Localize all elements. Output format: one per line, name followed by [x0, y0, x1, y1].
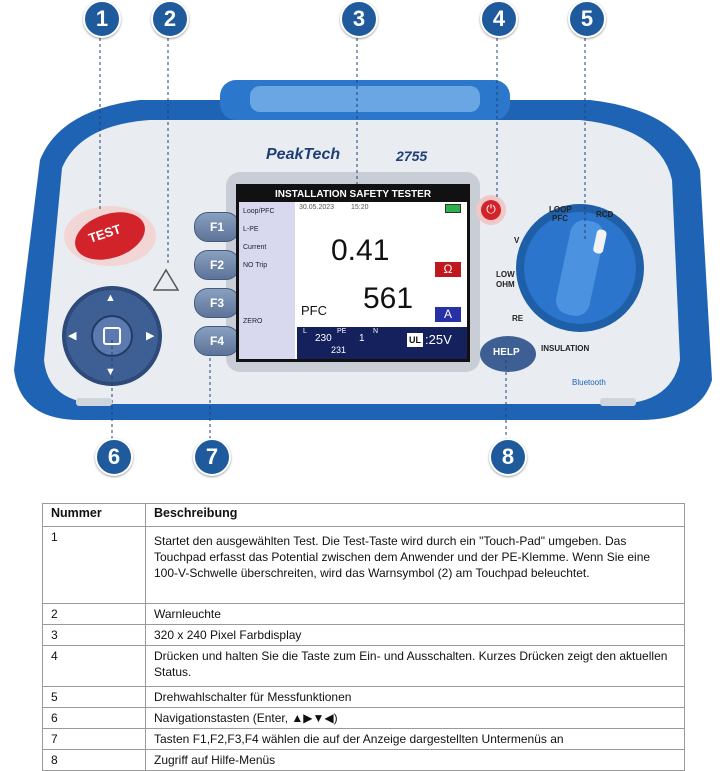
device-display — [236, 184, 470, 362]
f1-button[interactable]: F1 — [194, 212, 240, 242]
side-item-l-pe: L-PE — [243, 226, 259, 233]
table-row — [43, 750, 685, 771]
n-value: 1 — [359, 333, 365, 344]
row-num: 8 — [43, 750, 146, 771]
callout-4: 4 — [480, 0, 518, 38]
side-item-no-trip: NO Trip — [243, 262, 268, 269]
screen-side-menu — [239, 202, 295, 359]
n-label: N — [373, 328, 379, 335]
dial-label-re: RE — [512, 314, 524, 323]
row-desc: Drehwahlschalter für Messfunktionen — [146, 687, 685, 708]
screen-status-bar — [297, 327, 467, 359]
dial-label-v: V — [514, 236, 520, 245]
table-row — [43, 527, 685, 604]
pe-label: PE — [337, 328, 347, 335]
side-item-current: Current — [243, 244, 267, 251]
row-num: 4 — [43, 646, 146, 687]
callout-2: 2 — [151, 0, 189, 38]
l-value: 230 — [315, 333, 332, 344]
table-row — [43, 604, 685, 625]
main-unit: Ω — [435, 262, 461, 277]
nav-down-icon[interactable]: ▼ — [105, 366, 116, 378]
header-nummer: Nummer — [43, 504, 146, 527]
model-number: 2755 — [396, 148, 428, 164]
ul-value: :25V — [425, 332, 452, 347]
row-desc: 320 x 240 Pixel Farbdisplay — [146, 625, 685, 646]
f3-button[interactable]: F3 — [194, 288, 240, 318]
row-num: 2 — [43, 604, 146, 625]
screen-time: 15:20 — [351, 204, 369, 211]
callout-7: 7 — [193, 438, 231, 476]
nav-up-icon[interactable]: ▲ — [105, 292, 116, 304]
table-row — [43, 687, 685, 708]
dial-label-insulation: INSULATION — [541, 344, 590, 353]
row-num: 3 — [43, 625, 146, 646]
pfc-label: PFC — [301, 303, 327, 318]
table-row — [43, 625, 685, 646]
dial-label-rcd: RCD — [596, 210, 614, 219]
row-num: 5 — [43, 687, 146, 708]
brand-logo: PeakTech — [266, 146, 341, 163]
table-header-row — [43, 504, 685, 527]
description-table — [42, 503, 685, 771]
dial-label-loop: LOOP — [549, 205, 572, 214]
bluetooth-label: Bluetooth — [572, 378, 606, 387]
row-desc: Drücken und halten Sie die Taste zum Ein- und Ausschalten. Kurzes Drücken zeigt den aktuellen Status. — [146, 646, 685, 687]
dial-label-ohm: OHM — [496, 280, 515, 289]
table-row — [43, 708, 685, 729]
row-num: 1 — [43, 527, 146, 604]
side-item-zero: ZERO — [243, 318, 263, 325]
dial-label-pfc: PFC — [552, 214, 568, 223]
row-num: 7 — [43, 729, 146, 750]
main-value: 0.41 — [331, 234, 390, 267]
battery-icon — [445, 204, 461, 213]
pfc-unit: A — [435, 307, 461, 322]
row-num: 6 — [43, 708, 146, 729]
screen-date: 30.05.2023 — [299, 204, 335, 211]
callout-5: 5 — [568, 0, 606, 38]
help-button[interactable]: HELP — [493, 347, 520, 358]
callout-1: 1 — [83, 0, 121, 38]
test-button[interactable]: TEST — [86, 221, 123, 246]
screen-title: INSTALLATION SAFETY TESTER — [239, 187, 467, 202]
pfc-value: 561 — [363, 282, 414, 315]
row-desc: Tasten F1,F2,F3,F4 wählen die auf der Anzeige dargestellten Untermenüs an — [146, 729, 685, 750]
ul-label: UL — [409, 335, 421, 345]
power-icon[interactable]: ⏻ — [486, 202, 496, 216]
side-item-loop-pfc: Loop/PFC — [243, 208, 275, 215]
table-row — [43, 646, 685, 687]
callout-3: 3 — [340, 0, 378, 38]
nav-right-icon[interactable]: ▶ — [146, 330, 155, 342]
header-beschreibung: Beschreibung — [146, 504, 685, 527]
nav-left-icon[interactable]: ◀ — [68, 330, 77, 342]
pe-value: 231 — [331, 345, 347, 355]
row-desc: Startet den ausgewählten Test. Die Test-Taste wird durch ein "Touch-Pad" umgeben. Das Touchpad erfasst das Potential zwischen dem Anwender und der PE-Klemme. Wenn Sie eine 100-V-Schwelle überschreiten, wird das Warnsymbol (2) am Touchpad beleuchtet. — [146, 527, 685, 604]
row-desc: Navigationstasten (Enter, ▲▶▼◀) — [146, 708, 685, 729]
l-label: L — [303, 328, 307, 335]
callout-8: 8 — [489, 438, 527, 476]
f2-button[interactable]: F2 — [194, 250, 240, 280]
row-desc: Zugriff auf Hilfe-Menüs — [146, 750, 685, 771]
callout-6: 6 — [95, 438, 133, 476]
table-row — [43, 729, 685, 750]
row-desc: Warnleuchte — [146, 604, 685, 625]
f4-button[interactable]: F4 — [194, 326, 240, 356]
dial-label-low: LOW — [496, 270, 515, 279]
